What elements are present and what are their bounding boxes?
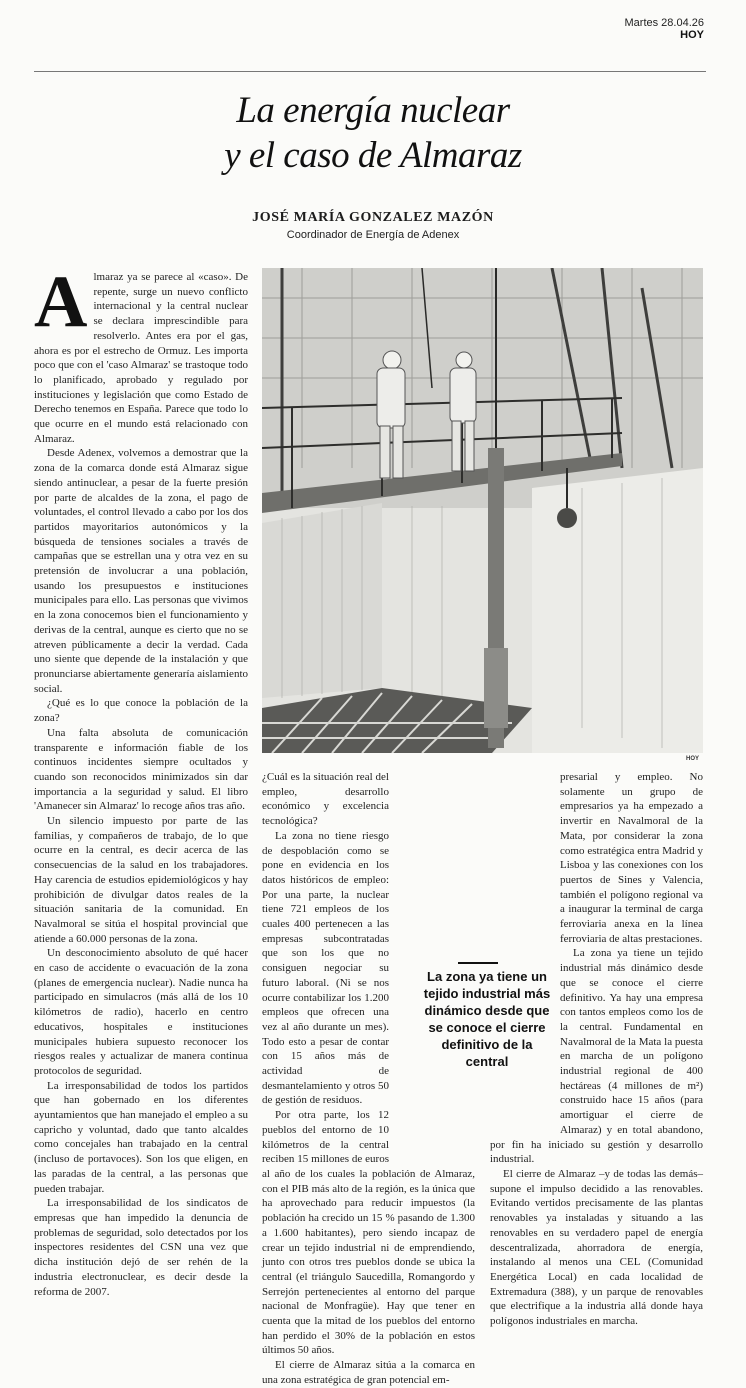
paragraph: El cierre de Almaraz sitúa a la comarca en una zona estratégica de gran potencial em- [262,1359,475,1386]
title-line-1: La energía nuclear [236,90,510,131]
title-line-2: y el caso de Almaraz [224,135,522,176]
paragraph: La irresponsabilidad de todos los partidos que han gobernado en los diferentes ayuntamientos que han manejado el empleo a su capricho y voluntad, dado que tanto alcaldes como concejales han trabajado en la central (incluso de portavoces). Son los que eligen, en las paradas de la central, a las personas que pueden trabajar. [34,1079,248,1195]
article-column-2 [262,770,475,1388]
article-photo [262,268,703,753]
pullquote-spacer [490,927,560,1123]
paragraph: La zona no tiene riesgo de despoblación como se pone en evidencia en los datos históricos de empleo: Por una parte, la nuclear tiene 721 empleos de los cuales 400 pertenecen a las empresas subcontratadas que son los que no consiguen negociar su futuro laboral. (Ni se nos ocurre contabilizar los 1.200 empleos que ofrecen una vez al año durante un mes). Todo esto a pesar de contar con 15 años más de actividad de desmantelamiento y otros 50 de gestión de residuos. [262,829,389,1107]
pullquote-spacer [389,968,475,1158]
article-column-3 [490,770,703,1329]
paragraph: Un silencio impuesto por parte de las familias, y compañeros de trabajo, de lo que ocurre en la central, es decir acerca de las consecuencias de la salud en los trabajadores. Hay carencia de estudios epidemiológicos y hay prohibición de divulgar datos reales de la situación sanitaria de la comunidad. En Navalmoral se sitúa el hospital provincial que atiende a 60.000 personas de la zona. [34,815,248,945]
paragraph: Una falta absoluta de comunicación transparente e información fiable de los continuos incidentes siempre ocultados y cuando son reconocidos minimizados sin dar importancia a la seguridad y salud. El libro 'Amanecer sin Almaraz' lo recoge años tras año. [34,726,248,813]
paragraph: Por otra parte, los 12 pueblos del entorno de 10 kilómetros de la central reciben 15 millones de euros al año de los cuales la población de Almaraz, con el PIB más alto de la región, es la única que ha aprovechado para reducir impuestos (la población ha crecido un 15 % pasando de 1.300 a 1.600 habitantes), pero siendo incapaz de crear un tejido industrial ni de emprendiendo, junto con otros tres pueblos donde se ubica la central (el triángulo Saucedilla, Romangordo y Serrejón pertenecientes al entorno del parque nacional de Monfragüe). Hay que tener en cuenta que la mitad de los pueblos del entorno han perdido el 30% de la población en estos últimos 50 años. [262,1109,475,1357]
paragraph: Desde Adenex, volvemos a demostrar que la zona de la comarca donde está Almaraz sigue siendo antinuclear, a pesar de la fuerte presión por parte de alcaldes de la zona, el pago de voluntades, el control llevado a cabo por los dos partidos mayoritarios autonómicos y la búsqueda de tensiones sociales a través de campañas que se estrellan una y otra vez en su pretensión de involucrar a una población, usando los presupuestos e instituciones municipales para ello. Las personas que vivimos en la zona conocemos bien el funcionamiento y derivas de la central, aunque es cierto que no se atreven públicamente a decir la verdad. Cada uno siente que depende de la instalación y que pronunciarse abiertamente generaría aislamiento social. [34,447,248,695]
reactor-pool-illustration [262,268,703,753]
article-column-1 [34,261,248,1299]
paragraph: Un desconocimiento absoluto de qué hacer en caso de accidente o evacuación de la zona (planes de emergencia nuclear). Nadie nunca ha participado en simulacros (más allá de los 10 kilómetros de radio), hacerlo en centro educativos, hospitales e instituciones municipales hubiera supuesto reconocer los riesgos reales y actualizar de manera continua protocolos de seguridad. [34,947,248,1077]
paragraph: La zona ya tiene un tejido industrial más dinámico desde que se conoce el cierre definitivo. Ya hay una empresa con tantos empleos como los de la central. Fundamental en Navalmoral de la Mata la puesta en marcha de un polígono industrial regional de 400 hectáreas (4 millones de m²) construido hace 15 años (para amortiguar el cierre de Almaraz) y en total abandono, por fin ha iniciado su gestión y desarrollo industrial. [490,947,703,1166]
pullquote: La zona ya tiene un tejido industrial más dinámico desde que se conoce el cierre definitivo de la central [418,968,556,1070]
paragraph: Almaraz ya se parece al «caso». De repente, surge un nuevo conflicto internacional y la central nuclear se declara imprescindible para resolverlo. Antes era por el gas, ahora es por el estrecho de Ormuz. Les importa poco que con el 'caso Almaraz' se trastoque todo lo planificado, aprobado y regulado por instituciones y legislación que como Estado de Derecho tenemos en España. Parece que todo lo que ocurre en el mundo está relacionado con Almaraz. [34,261,248,445]
paragraph: ¿Cuál es la situación real del empleo, desarrollo económico y excelencia tecnológica? [262,771,389,828]
issue-date: Martes 28.04.26 [624,17,704,29]
article-title [0,88,746,178]
paragraph: ¿Qué es lo que conoce la población de la zona? [34,697,248,725]
publication-name: HOY [680,29,704,41]
author-name: JOSÉ MARÍA GONZALEZ MAZÓN [252,210,494,225]
paragraph: El cierre de Almaraz –y de todas las demás– supone el impulso decidido a las renovables. Evitando vertidos precisamente de las plantas renovables ya instaladas y situando a las renovables en su verdadero papel de energía descentralizada, ahorradora de energía, instalando al menos una CEL (Comunidad Energética Local) en cada localidad de Extremadura (388), y un parque de renovables que electrifique a la industria allá donde haya polígonos industriales en marcha. [490,1167,703,1328]
paragraph: presarial y empleo. No solamente un grupo de empresarios ya ha empezado a invertir en Navalmoral de la Mata, por considerar la zona como estratégica entra Madrid y Lisboa y las conexiones con los puertos de Sines y Valencia, también el polígono regional va a inaugurar la terminal de carga ferroviaria anexa en la línea ferroviaria de altas prestaciones. [560,771,703,945]
author-role: Coordinador de Energía de Adenex [286,229,460,241]
drop-cap: A [34,261,88,343]
paragraph: La irresponsabilidad de los sindicatos de empresas que han impedido la denuncia de problemas de seguridad, solo detectados por los inspectores residentes del CSN una vez que dicha institución dejó de ser rehén de la industria electronuclear, es decir desde la reforma de 2007. [34,1197,248,1298]
header-divider [34,71,706,72]
photo-credit: HOY [686,756,700,762]
